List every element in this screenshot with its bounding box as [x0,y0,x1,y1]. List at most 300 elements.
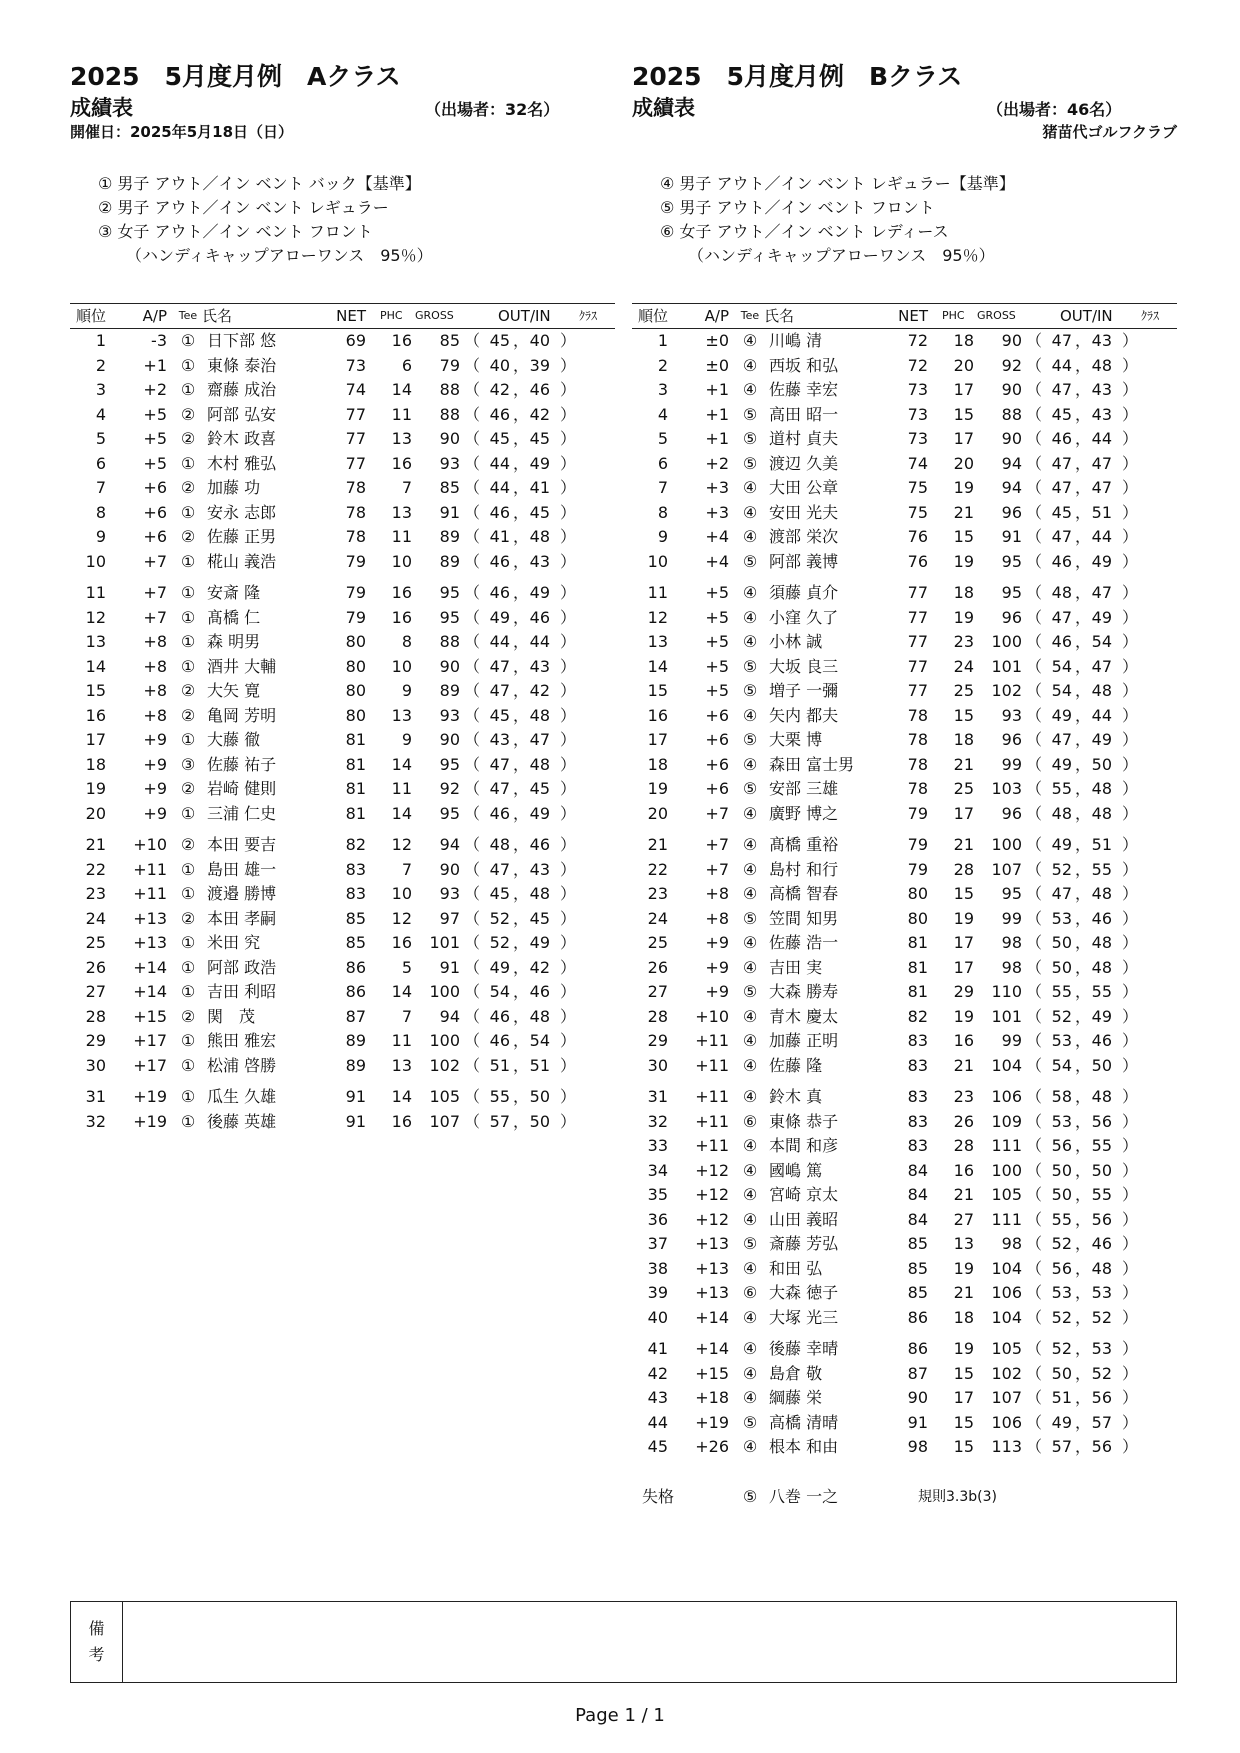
net-cell: 80 [345,705,366,725]
gross-cell: 99 [1001,1031,1022,1050]
ap-cell: +5 [705,681,729,700]
result-row [632,476,1177,501]
player-name: 東條 恭子 [769,1111,839,1131]
gross-cell: 111 [991,1136,1022,1155]
comma: ， [513,835,530,854]
net-cell: 75 [907,478,928,497]
paren-open: （ [1026,730,1043,749]
paren-close: ） [1122,331,1139,350]
rank-cell: 28 [85,1006,106,1026]
out-cell: 44 [489,478,510,497]
player-name: 西坂 和弘 [769,355,839,375]
in-cell: 48 [529,527,550,546]
paren-close: ） [560,803,577,823]
result-row [70,704,615,729]
tee-cell: ④ [742,1339,758,1358]
in-cell: 48 [1091,884,1112,903]
result-row [632,1386,1177,1411]
net-cell: 90 [907,1388,928,1407]
gross-cell: 95 [1001,884,1022,903]
tee-cell: ② [180,705,196,725]
ap-cell: +6 [705,730,729,749]
paren-close: ） [560,1087,577,1106]
result-row [632,550,1177,575]
tee-cell: ⑤ [742,656,758,676]
in-cell: 46 [529,607,550,627]
ap-cell: +13 [695,1258,729,1278]
comma: ， [513,453,530,473]
rank-cell: 27 [85,982,106,1001]
rank-cell: 40 [647,1307,668,1327]
row-group-gap [632,574,1177,581]
rank-cell: 16 [85,705,106,725]
in-cell: 42 [529,957,550,977]
tee-cell: ④ [742,527,758,546]
gross-cell: 92 [1001,355,1022,375]
ap-cell: +2 [143,380,167,399]
comma: ， [1075,502,1092,522]
comma: ， [1075,453,1092,473]
gross-cell: 113 [991,1437,1022,1456]
rank-cell: 29 [647,1031,668,1050]
out-cell: 53 [1051,1111,1072,1131]
tee-cell: ④ [742,803,758,823]
net-cell: 79 [907,803,928,823]
in-cell: 48 [1091,933,1112,952]
paren-open: （ [464,957,481,977]
out-cell: 54 [489,982,510,1001]
result-row [70,679,615,704]
result-row [632,833,1177,858]
comma: ， [1075,859,1092,879]
comma: ， [1075,1055,1092,1075]
results-table-header [632,303,1177,329]
rank-cell: 33 [647,1136,668,1155]
result-row [632,1257,1177,1282]
rank-cell: 26 [85,957,106,977]
gross-cell: 100 [429,982,460,1001]
phc-cell: 28 [953,859,974,879]
rank-cell: 2 [95,355,106,375]
phc-cell: 18 [953,730,974,749]
net-cell: 81 [345,754,366,774]
paren-open: （ [1026,933,1043,952]
in-cell: 41 [529,478,550,497]
paren-close: ） [1122,779,1139,798]
comma: ， [1075,1412,1092,1432]
gross-cell: 100 [429,1031,460,1050]
paren-close: ） [1122,355,1139,375]
paren-close: ） [1122,1031,1139,1050]
tee-cell: ④ [742,478,758,497]
paren-close: ） [1122,404,1139,424]
tee-cell: ① [180,1087,196,1106]
paren-close: ） [560,1111,577,1131]
phc-cell: 17 [953,933,974,952]
row-group-gap [632,1330,1177,1337]
ap-cell: +1 [705,429,729,448]
class-b-results [632,329,1177,1460]
rank-cell: 7 [657,478,668,497]
paren-open: （ [1026,859,1043,879]
gross-cell: 98 [1001,957,1022,977]
paren-close: ） [560,429,577,448]
tee-cell: ① [180,730,196,749]
in-cell: 44 [529,632,550,651]
comma: ， [1075,803,1092,823]
paren-close: ） [1122,1111,1139,1131]
paren-open: （ [1026,681,1043,700]
gross-cell: 91 [1001,527,1022,546]
tee-cell: ⑤ [742,908,758,928]
player-name: 渡邉 勝博 [207,884,277,903]
gross-cell: 97 [439,908,460,928]
paren-open: （ [1026,1283,1043,1302]
comma: ， [1075,527,1092,546]
gross-cell: 88 [439,632,460,651]
paren-close: ） [560,527,577,546]
comma: ， [1075,933,1092,952]
paren-open: （ [1026,884,1043,903]
in-cell: 49 [529,803,550,823]
gross-cell: 85 [439,331,460,350]
tee-cell: ⑤ [742,453,758,473]
gross-cell: 109 [991,1111,1022,1131]
gross-cell: 99 [1001,754,1022,774]
net-cell: 81 [907,957,928,977]
player-name: 松浦 啓勝 [207,1055,277,1075]
out-cell: 47 [489,681,510,700]
rank-cell: 23 [647,884,668,903]
ap-cell: +14 [695,1307,729,1327]
comma: ， [1075,1111,1092,1131]
phc-cell: 19 [953,478,974,497]
header-gross: GROSS [977,309,1016,322]
in-cell: 46 [529,835,550,854]
rank-cell: 20 [647,803,668,823]
out-cell: 54 [1051,1055,1072,1075]
paren-open: （ [464,859,481,879]
ap-cell: +14 [133,982,167,1001]
phc-cell: 24 [953,656,974,676]
player-name: 佐藤 正男 [207,527,277,546]
tee-cell: ① [180,607,196,627]
phc-cell: 19 [953,1006,974,1026]
paren-open: （ [1026,607,1043,627]
rank-cell: 19 [647,779,668,798]
result-row [632,329,1177,354]
comma: ， [513,1006,530,1026]
results-table-header [70,303,615,329]
ap-cell: +8 [143,632,167,651]
gross-cell: 100 [991,1160,1022,1180]
rank-cell: 32 [647,1111,668,1131]
out-cell: 50 [1051,1160,1072,1180]
phc-cell: 25 [953,779,974,798]
paren-close: ） [560,957,577,977]
net-cell: 85 [907,1283,928,1302]
paren-open: （ [1026,527,1043,546]
tee-legend-item: ④ 男子 アウト／イン ベント レギュラー【基準】 [660,174,1015,193]
in-cell: 48 [1091,1258,1112,1278]
paren-close: ） [560,859,577,879]
paren-close: ） [1122,1185,1139,1204]
gross-cell: 91 [439,957,460,977]
tee-cell: ② [180,478,196,497]
net-cell: 80 [907,884,928,903]
paren-open: （ [1026,1087,1043,1106]
result-row [632,1281,1177,1306]
player-name: 宮崎 京太 [769,1185,839,1204]
paren-open: （ [464,705,481,725]
paren-open: （ [464,754,481,774]
comma: ， [513,730,530,749]
gross-cell: 96 [1001,502,1022,522]
player-name: 大塚 光三 [769,1307,839,1327]
net-cell: 80 [345,632,366,651]
rank-cell: 11 [647,583,668,602]
ap-cell: +13 [695,1234,729,1253]
result-row [70,833,615,858]
comma: ， [513,583,530,602]
in-cell: 55 [1091,1136,1112,1155]
out-cell: 49 [489,957,510,977]
handicap-allowance-note: （ハンディキャップアローワンス 95％） [688,246,995,265]
paren-open: （ [1026,982,1043,1001]
player-name: 木村 雅弘 [207,453,277,473]
phc-cell: 21 [953,1185,974,1204]
out-cell: 47 [1051,730,1072,749]
rank-cell: 26 [647,957,668,977]
paren-close: ） [1122,1055,1139,1075]
paren-close: ） [1122,982,1139,1001]
rank-cell: 21 [647,835,668,854]
class-a-title: 2025 5月度月例 Aクラス [70,62,401,91]
paren-open: （ [464,453,481,473]
player-name: 髙橋 仁 [207,607,261,627]
paren-open: （ [464,982,481,1001]
gross-cell: 91 [439,502,460,522]
phc-cell: 13 [391,429,412,448]
tee-cell: ⑥ [742,1111,758,1131]
result-row [70,606,615,631]
player-name: 本田 孝嗣 [207,908,277,928]
phc-cell: 18 [953,1307,974,1327]
player-name: 鈴木 政喜 [207,429,277,448]
player-name: 吉田 実 [769,957,823,977]
result-row [70,931,615,956]
player-name: 根本 和由 [769,1437,839,1456]
paren-close: ） [1122,933,1139,952]
result-row [70,728,615,753]
header-out-in: OUT/IN [498,307,551,325]
in-cell: 48 [529,884,550,903]
ap-cell: +13 [133,908,167,928]
paren-open: （ [464,429,481,448]
comma: ， [1075,1185,1092,1204]
rank-cell: 18 [85,754,106,774]
net-cell: 80 [345,681,366,700]
tee-cell: ⑤ [742,1412,758,1432]
tee-cell: ① [180,1031,196,1050]
comma: ， [1075,583,1092,602]
net-cell: 87 [345,1006,366,1026]
tee-cell: ① [180,803,196,823]
ap-cell: +19 [133,1111,167,1131]
out-cell: 44 [1051,355,1072,375]
phc-cell: 23 [953,632,974,651]
result-row [70,980,615,1005]
comma: ， [513,478,530,497]
net-cell: 83 [345,859,366,879]
row-group-gap [632,1078,1177,1085]
paren-open: （ [1026,1412,1043,1432]
paren-close: ） [1122,478,1139,497]
in-cell: 48 [529,705,550,725]
player-name: 島村 和行 [769,859,839,879]
out-cell: 49 [1051,835,1072,854]
player-name: 米田 究 [207,933,261,952]
net-cell: 91 [907,1412,928,1432]
rank-cell: 13 [85,632,106,651]
rank-cell: 45 [647,1437,668,1456]
rank-cell: 14 [647,656,668,676]
phc-cell: 18 [953,583,974,602]
ap-cell: +6 [143,527,167,546]
comma: ， [513,331,530,350]
paren-close: ） [1122,1258,1139,1278]
paren-close: ） [1122,1283,1139,1302]
paren-close: ） [560,1031,577,1050]
tee-cell: ① [180,859,196,879]
header-net: NET [336,307,366,325]
tee-cell: ④ [742,632,758,651]
rank-cell: 1 [657,331,668,350]
page-number: Page 1 / 1 [575,1705,665,1726]
out-cell: 44 [489,632,510,651]
net-cell: 76 [907,527,928,546]
net-cell: 83 [907,1087,928,1106]
paren-open: （ [1026,803,1043,823]
event-date: 開催日：2025年5月18日（日） [70,123,294,141]
player-name: 大森 勝寿 [769,982,839,1001]
net-cell: 69 [345,331,366,350]
net-cell: 98 [907,1437,928,1456]
ap-cell: +9 [705,933,729,952]
ap-cell: +4 [705,551,729,571]
player-name: 齋藤 成治 [207,380,277,399]
net-cell: 84 [907,1160,928,1180]
out-cell: 47 [1051,607,1072,627]
net-cell: 86 [907,1307,928,1327]
out-cell: 44 [489,453,510,473]
result-row [632,1029,1177,1054]
in-cell: 49 [529,453,550,473]
ap-cell: +13 [695,1283,729,1302]
in-cell: 56 [1091,1209,1112,1229]
rank-cell: 1 [95,331,106,350]
paren-close: ） [560,933,577,952]
net-cell: 86 [345,957,366,977]
phc-cell: 17 [953,380,974,399]
phc-cell: 21 [953,1055,974,1075]
in-cell: 46 [1091,1031,1112,1050]
in-cell: 49 [1091,607,1112,627]
tee-cell: ④ [742,1363,758,1383]
ap-cell: +6 [705,705,729,725]
result-row [632,1134,1177,1159]
tee-cell: ④ [742,884,758,903]
gross-cell: 90 [1001,429,1022,448]
paren-close: ） [560,1055,577,1075]
result-row [632,1110,1177,1135]
ap-cell: +18 [695,1388,729,1407]
ap-cell: +19 [695,1412,729,1432]
phc-cell: 17 [953,1388,974,1407]
rank-cell: 38 [647,1258,668,1278]
result-row [632,1411,1177,1436]
class-a-participants: （出場者：32名） [425,100,560,119]
out-cell: 47 [1051,380,1072,399]
phc-cell: 25 [953,681,974,700]
in-cell: 51 [1091,835,1112,854]
tee-cell: ② [180,779,196,798]
paren-close: ） [1122,1087,1139,1106]
paren-close: ） [560,632,577,651]
player-name: 佐藤 幸宏 [769,380,839,399]
in-cell: 43 [1091,380,1112,399]
tee-cell: ⑤ [742,779,758,798]
phc-cell: 13 [953,1234,974,1253]
paren-open: （ [1026,1006,1043,1026]
phc-cell: 16 [391,331,412,350]
gross-cell: 111 [991,1209,1022,1229]
player-name: 山田 義昭 [769,1209,839,1229]
in-cell: 50 [529,1087,550,1106]
out-cell: 52 [489,933,510,952]
gross-cell: 96 [1001,730,1022,749]
out-cell: 46 [489,551,510,571]
player-name: 本田 要吉 [207,835,277,854]
ap-cell: +17 [133,1055,167,1075]
in-cell: 44 [1091,429,1112,448]
net-cell: 89 [345,1055,366,1075]
paren-close: ） [1122,1136,1139,1155]
gross-cell: 96 [1001,803,1022,823]
rank-cell: 8 [657,502,668,522]
ap-cell: +14 [133,957,167,977]
in-cell: 55 [1091,859,1112,879]
net-cell: 77 [907,656,928,676]
out-cell: 54 [1051,656,1072,676]
tee-cell: ④ [742,1087,758,1106]
net-cell: 81 [345,730,366,749]
player-name: 矢内 都夫 [769,705,839,725]
paren-close: ） [560,754,577,774]
ap-cell: +1 [705,404,729,424]
comma: ， [1075,835,1092,854]
player-name: 増子 一彌 [769,681,839,700]
comma: ， [1075,551,1092,571]
tee-cell: ④ [742,859,758,879]
phc-cell: 15 [953,1437,974,1456]
result-row [632,1208,1177,1233]
tee-cell: ⑤ [742,429,758,448]
phc-cell: 15 [953,884,974,903]
paren-close: ） [1122,1006,1139,1026]
result-row [70,1110,615,1135]
row-group-gap [70,1078,615,1085]
